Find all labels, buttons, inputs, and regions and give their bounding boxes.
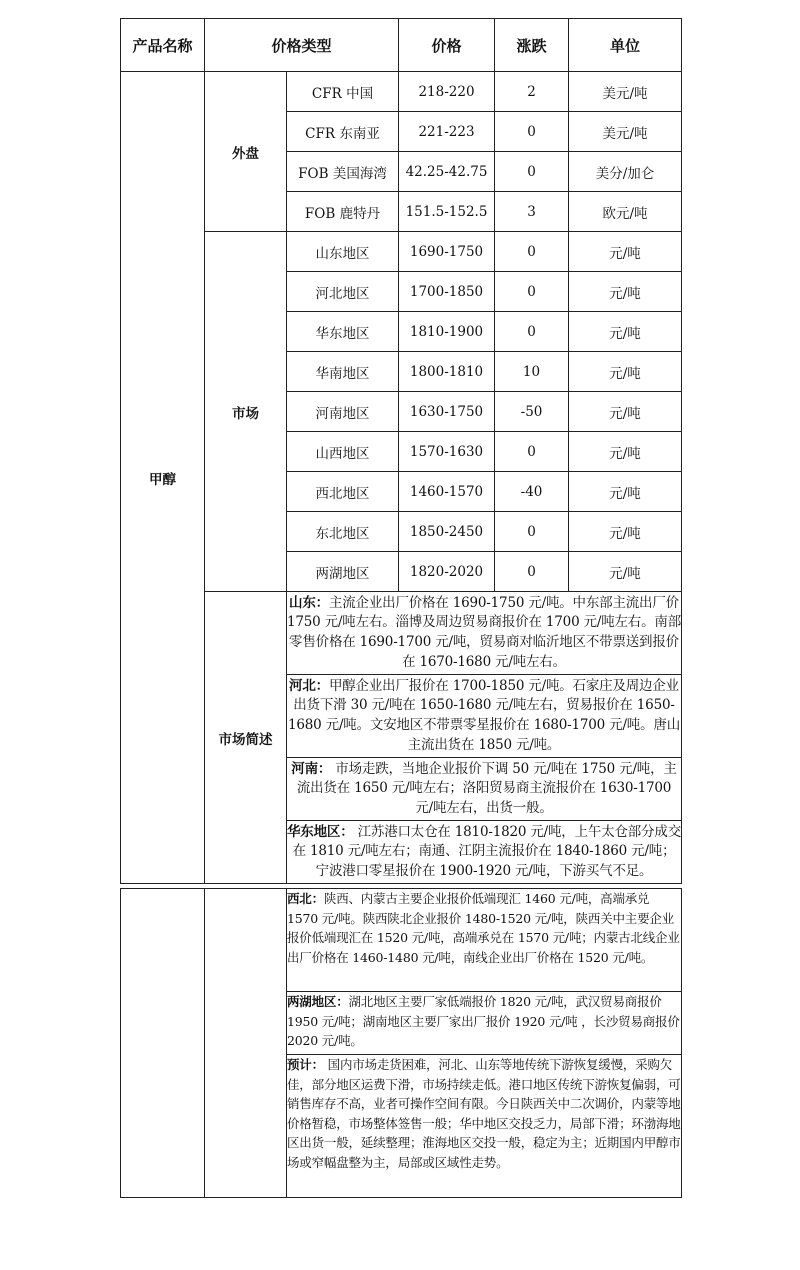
table-row [121,232,682,272]
unit-cell: 美元/吨 [569,112,682,152]
price-type-cell: 河南地区 [287,392,399,432]
price-type-cell: FOB 美国海湾 [287,152,399,192]
summary-region: 两湖地区： [287,994,349,1009]
unit-cell: 元/吨 [569,352,682,392]
methanol-price-table [120,18,682,884]
summary-northwest [287,889,682,992]
price-cell: 151.5-152.5 [399,192,495,232]
summary-text: 陕西、内蒙古主要企业报价低端现汇 1460 元/吨，高端承兑 1570 元/吨。陕西陕北企业报价 1480-1520 元/吨，陕西关中主要企业报价低端现汇在 1520 元/吨，高端承兑在 1570 元/吨；内蒙古北线企业出厂价格在 1460-1480 元/吨，南线企业出厂价格在 1520 元/吨。 [287,891,680,965]
group-market: 市场 [205,232,287,592]
methanol-summary-table-continued [120,888,682,1198]
document-body [120,18,681,1198]
unit-cell: 元/吨 [569,272,682,312]
summary-text: 国内市场走货困难，河北、山东等地传统下游恢复缓慢，采购欠佳，部分地区运费下滑，市场持续走低。港口地区传统下游恢复偏弱，可销售库存不高，业者可操作空间有限。今日陕西关中二次调价，内蒙等地价格暂稳，市场整体签售一般；华中地区交投乏力，局部下滑；环渤海地区出货一般，延续整理；淮海地区交投一般，稳定为主；近期国内甲醇市场或窄幅盘整为主，局部或区域性走势。 [287,1057,681,1170]
change-cell: -50 [495,392,569,432]
change-cell: 3 [495,192,569,232]
unit-cell: 元/吨 [569,552,682,592]
price-type-cell: FOB 鹿特丹 [287,192,399,232]
price-type-cell: 两湖地区 [287,552,399,592]
change-cell: 0 [495,432,569,472]
price-cell: 221-223 [399,112,495,152]
summary-forecast [287,1055,682,1198]
unit-cell: 元/吨 [569,512,682,552]
header-product-name: 产品名称 [121,19,205,72]
header-row [121,19,682,72]
unit-cell: 欧元/吨 [569,192,682,232]
price-cell: 1820-2020 [399,552,495,592]
price-type-cell: 西北地区 [287,472,399,512]
change-cell: 0 [495,552,569,592]
change-cell: 0 [495,112,569,152]
change-cell: 0 [495,232,569,272]
summary-henan [287,758,682,821]
summary-region: 河北： [289,677,329,694]
header-price-type: 价格类型 [205,19,399,72]
summary-hebei [287,675,682,758]
summary-east-china [287,821,682,884]
price-cell: 218-220 [399,72,495,112]
summary-text: 甲醇企业出厂报价在 1700-1850 元/吨。石家庄及周边企业出货下滑 30 元/吨在 1650-1680 元/吨左右，贸易报价在 1650-1680 元/吨。文安地区不带票零星报价在 1680-1700 元/吨。唐山主流出货在 1850 元/吨。 [288,677,681,753]
price-type-cell: 华南地区 [287,352,399,392]
change-cell: 10 [495,352,569,392]
price-cell: 42.25-42.75 [399,152,495,192]
unit-cell: 元/吨 [569,232,682,272]
summary-region: 西北： [287,891,324,906]
summary-lianghu [287,992,682,1055]
empty-product-cell [121,889,205,1198]
change-cell: 0 [495,152,569,192]
change-cell: 0 [495,512,569,552]
price-type-cell: 华东地区 [287,312,399,352]
summary-region: 华东地区： [287,823,354,840]
summary-region: 山东： [289,594,329,611]
price-cell: 1570-1630 [399,432,495,472]
unit-cell: 美元/吨 [569,72,682,112]
group-offshore: 外盘 [205,72,287,232]
summary-region: 河南： [291,760,332,777]
price-cell: 1630-1750 [399,392,495,432]
price-type-cell: 山西地区 [287,432,399,472]
empty-group-cell [205,889,287,1198]
change-cell: 2 [495,72,569,112]
price-type-cell: CFR 中国 [287,72,399,112]
price-cell: 1800-1810 [399,352,495,392]
change-cell: 0 [495,312,569,352]
price-type-cell: 东北地区 [287,512,399,552]
unit-cell: 元/吨 [569,472,682,512]
summary-text: 主流企业出厂价格在 1690-1750 元/吨。中东部主流出厂价 1750 元/吨左右。淄博及周边贸易商报价在 1700 元/吨左右。南部零售价格在 1690-1700 元/吨，贸易商对临沂地区不带票送到报价在 1670-1680 元/吨左右。 [287,594,681,670]
unit-cell: 元/吨 [569,312,682,352]
price-cell: 1700-1850 [399,272,495,312]
price-cell: 1810-1900 [399,312,495,352]
header-price: 价格 [399,19,495,72]
summary-text: 市场走跌，当地企业报价下调 50 元/吨在 1750 元/吨，主流出货在 1650 元/吨左右；洛阳贸易商主流报价在 1630-1700 元/吨左右，出货一般。 [296,760,677,816]
price-type-cell: CFR 东南亚 [287,112,399,152]
price-type-cell: 山东地区 [287,232,399,272]
price-cell: 1460-1570 [399,472,495,512]
summary-region: 预计： [287,1057,324,1072]
header-unit: 单位 [569,19,682,72]
change-cell: -40 [495,472,569,512]
summary-text: 江苏港口太仓在 1810-1820 元/吨，上午太仓部分成交在 1810 元/吨左右；南通、江阴主流报价在 1840-1860 元/吨；宁波港口零星报价在 1900-1920 元/吨，下游买气不足。 [292,823,681,879]
unit-cell: 元/吨 [569,432,682,472]
product-cell: 甲醇 [121,72,205,884]
summary-row [121,592,682,675]
price-type-cell: 河北地区 [287,272,399,312]
price-cell: 1690-1750 [399,232,495,272]
price-cell: 1850-2450 [399,512,495,552]
unit-cell: 美分/加仑 [569,152,682,192]
table-row [121,72,682,112]
group-market-summary: 市场简述 [205,592,287,884]
summary-shandong [287,592,682,675]
summary-text: 湖北地区主要厂家低端报价 1820 元/吨，武汉贸易商报价 1950 元/吨；湖南地区主要厂家出厂报价 1920 元/吨 ，长沙贸易商报价 2020 元/吨。 [287,994,680,1049]
header-change: 涨跌 [495,19,569,72]
change-cell: 0 [495,272,569,312]
unit-cell: 元/吨 [569,392,682,432]
summary-row [121,889,682,992]
